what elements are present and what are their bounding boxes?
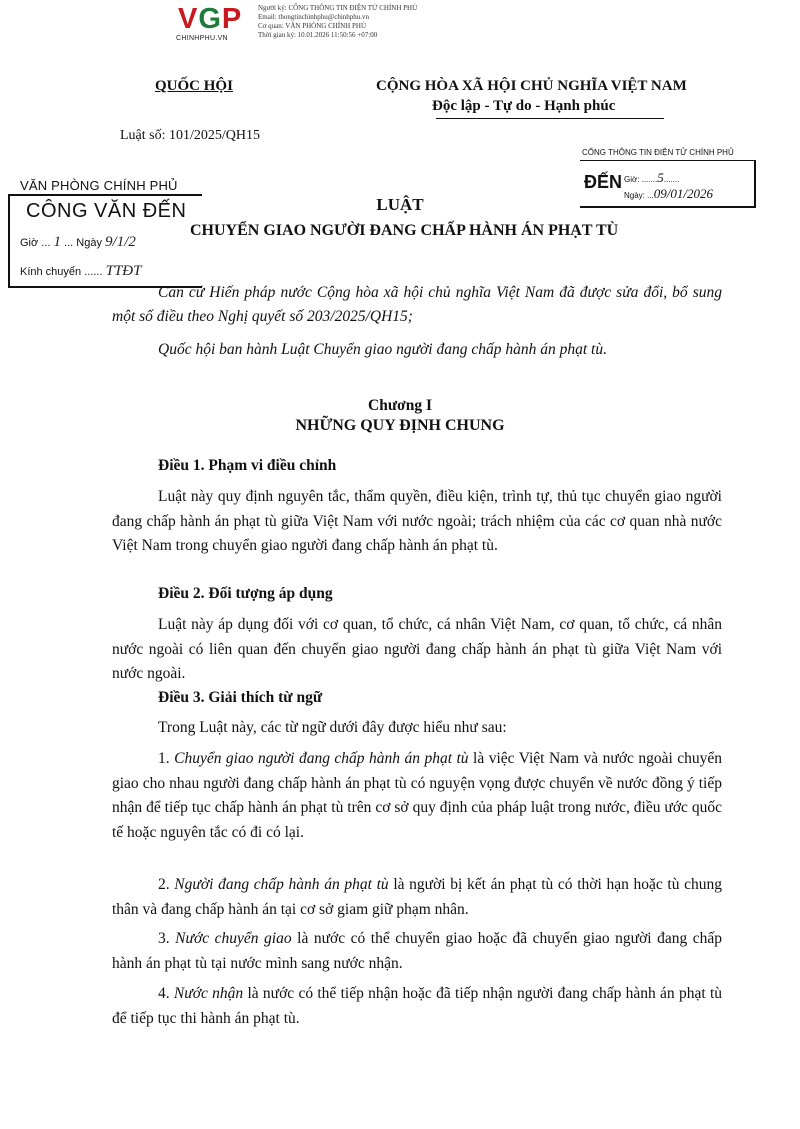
chapter-number: Chương I <box>368 397 432 414</box>
digital-signature-info <box>258 4 417 40</box>
article-3-intro: Trong Luật này, các từ ngữ dưới đây được hiểu như sau: <box>158 719 507 736</box>
motto-underline <box>436 118 664 119</box>
law-title: CHUYỂN GIAO NGƯỜI ĐANG CHẤP HÀNH ÁN PHẠT TÙ <box>190 222 619 239</box>
stamp-forward-row: Kính chuyển ...... TTĐT <box>20 263 142 279</box>
stamp-den-label: ĐẾN <box>584 172 623 192</box>
signature-signer: Người ký: CỔNG THÔNG TIN ĐIỆN TỬ CHÍNH PHỦ <box>258 4 418 12</box>
article-1-heading: Điều 1. Phạm vi điều chỉnh <box>158 457 337 474</box>
document-type: LUẬT <box>376 195 424 214</box>
signature-agency: Cơ quan: VĂN PHÒNG CHÍNH PHỦ <box>258 22 366 30</box>
signature-email: Email: thongtinchinhphu@chinhphu.vn <box>258 13 370 21</box>
stamp-portal-name: CỔNG THÔNG TIN ĐIỆN TỬ CHÍNH PHỦ <box>582 148 734 157</box>
national-motto: Độc lập - Tự do - Hạnh phúc <box>432 98 616 114</box>
article-2-heading: Điều 2. Đối tượng áp dụng <box>158 585 333 602</box>
article-2-body: Luật này áp dụng đối với cơ quan, tổ chức, cá nhân Việt Nam, cơ quan, tổ chức, cá nhân nước ngoài có liên quan đến chuyển giao người đang chấp hành án phạt tù giữa Việt Nam với nước ngoài. <box>112 616 722 682</box>
signature-time: Thời gian ký: 10.01.2026 11:50:56 +07:00 <box>258 31 378 39</box>
issuing-organization: QUỐC HỘI <box>155 78 233 94</box>
article-1-body: Luật này quy định nguyên tắc, thẩm quyền, điều kiện, trình tự, thủ tục chuyển giao người đang chấp hành án phạt tù giữa Việt Nam với nước ngoài; trách nhiệm của các cơ quan nhà nước Việt Nam trong chuyển giao người đang chấp hành án phạt tù. <box>112 488 722 554</box>
stamp-date-row: Ngày: ...09/01/2026 <box>624 186 714 201</box>
law-number: Luật số: 101/2025/QH15 <box>120 128 260 143</box>
stamp-hour-row: Giờ: .......5....... <box>624 170 680 185</box>
stamp-time-row: Giờ ... 1 ... Ngày 9/1/2 <box>20 234 136 250</box>
article-3-item-3: 3. Nước chuyển giao là nước có thể chuyển giao hoặc đã chuyển giao người đang chấp hành án phạt tù tại nước mình sang nước nhận. <box>112 930 723 972</box>
article-3-item-2: 2. Người đang chấp hành án phạt tù là người bị kết án phạt tù có thời hạn hoặc tù chung thân và đang chấp hành án tại cơ sở giam giữ phạm nhân. <box>112 876 723 918</box>
vgp-logo-subtitle: CHINHPHU.VN <box>176 35 228 42</box>
preamble-enactment: Quốc hội ban hành Luật Chuyển giao người đang chấp hành án phạt tù. <box>158 341 607 358</box>
article-3-item-1: 1. Chuyển giao người đang chấp hành án phạt tù là việc Việt Nam và nước ngoài chuyển giao cho nhau người đang chấp hành án phạt tù có nguyện vọng được chuyển về nước đồng ý tiếp nhận để tiếp tục chấp hành án phạt tù trên cơ sở quy định của pháp luật trong nước, điều ước quốc tế hoặc nguyên tắc có đi có lại. <box>112 750 723 841</box>
vgp-logo: VGP <box>178 3 243 35</box>
stamp-office: VĂN PHÒNG CHÍNH PHỦ <box>20 178 178 193</box>
national-title: CỘNG HÒA XÃ HỘI CHỦ NGHĨA VIỆT NAM <box>376 78 687 94</box>
article-3-item-4: 4. Nước nhận là nước có thể tiếp nhận hoặc đã tiếp nhận người đang chấp hành án phạt tù để tiếp tục thi hành án phạt tù. <box>112 985 723 1027</box>
article-3-heading: Điều 3. Giải thích từ ngữ <box>158 689 323 706</box>
chapter-title: NHỮNG QUY ĐỊNH CHUNG <box>295 417 505 434</box>
preamble-legal-basis: Căn cứ Hiến pháp nước Cộng hòa xã hội chủ nghĩa Việt Nam đã được sửa đổi, bổ sung một số điều theo Nghị quyết số 203/2025/QH15; <box>112 284 722 325</box>
stamp-title: CÔNG VĂN ĐẾN <box>26 200 187 222</box>
